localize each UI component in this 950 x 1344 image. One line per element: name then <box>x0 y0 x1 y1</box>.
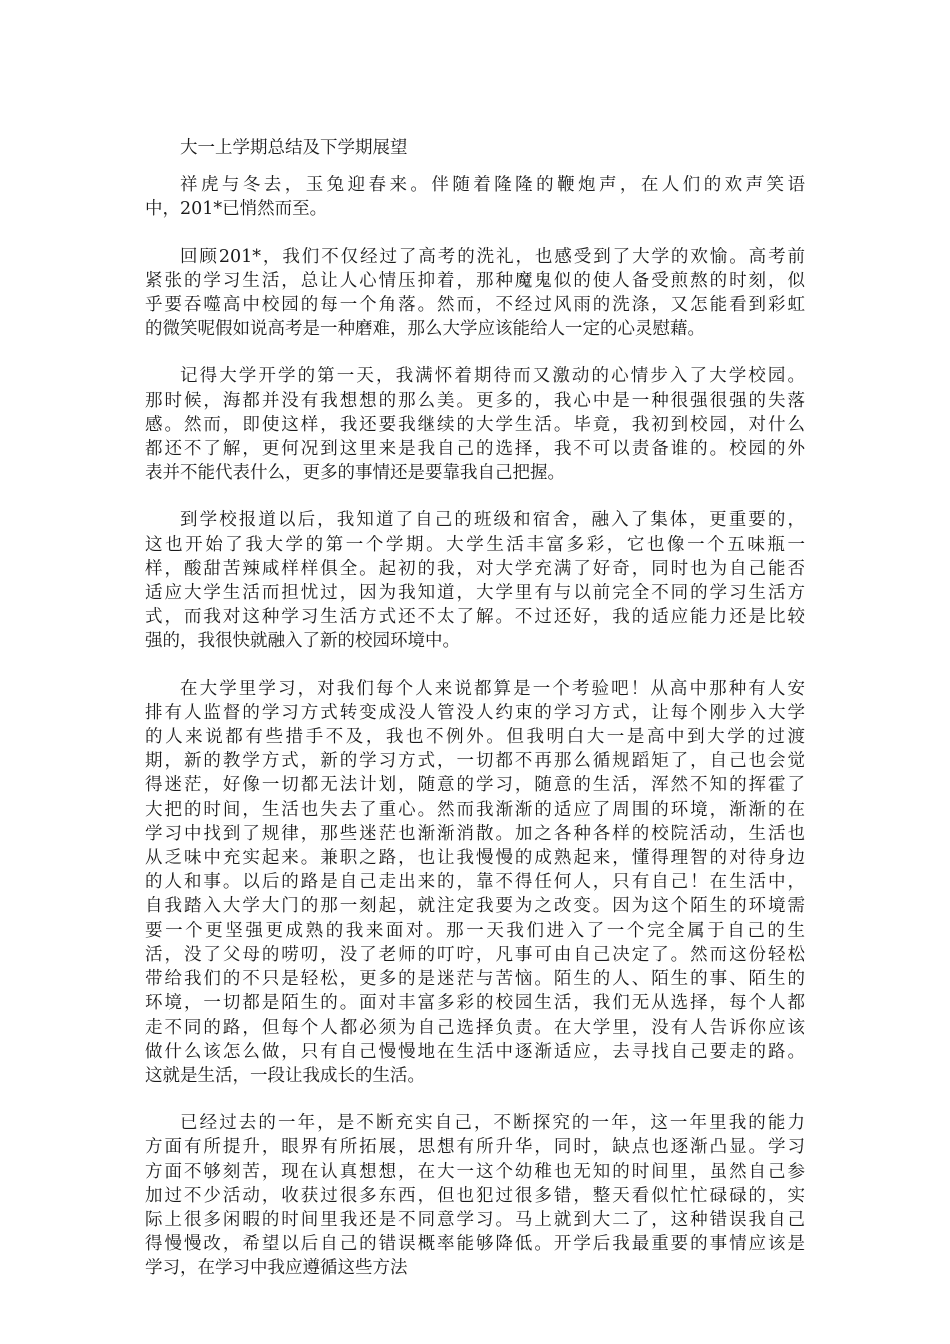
paragraph-line: 紧张的学习生活，总让人心情压抑着，那种魔鬼似的使人备受煎熬的时刻，似 <box>145 270 805 291</box>
paragraph-line: 都还不了解，更何况到这里来是我自己的选择，我不可以责备谁的。校园的外 <box>145 439 805 460</box>
paragraph-line: 从乏味中充实起来。兼职之路，也让我慢慢的成熟起来，懂得理智的对待身边 <box>145 848 805 869</box>
paragraph-line: 自我踏入大学大门的那一刻起，就注定我要为之改变。因为这个陌生的环境需 <box>145 896 805 917</box>
paragraph-line: 的人和事。以后的路是自己走出来的，靠不得任何人，只有自己！在生活中， <box>145 872 805 893</box>
paragraph <box>145 364 805 485</box>
paragraph-line: 要一个更坚强更成熟的我来面对。那一天我们进入了一个完全属于自己的生 <box>145 920 805 941</box>
paragraph-line: 得慢慢改，希望以后自己的错误概率能够降低。开学后我最重要的事情应该是 <box>145 1234 805 1255</box>
paragraph-line: 排有人监督的学习方式转变成没人管没人约束的学习方式，让每个刚步入大学 <box>145 702 805 723</box>
paragraph-line: 中，201*已悄然而至。 <box>145 199 328 220</box>
paragraph-line: 际上很多闲暇的时间里我还是不同意学习。马上就到大二了，这种错误我自己 <box>145 1209 805 1230</box>
paragraph-line: 已经过去的一年，是不断充实自己，不断探究的一年，这一年里我的能力 <box>180 1113 805 1134</box>
paragraph-line: 这就是生活，一段让我成长的生活。 <box>145 1065 425 1086</box>
paragraph-line: 加过不少活动，收获过很多东西，但也犯过很多错，整天看似忙忙碌碌的，实 <box>145 1185 805 1206</box>
paragraph-line: 学习，在学习中我应遵循这些方法 <box>145 1258 408 1279</box>
paragraph-line: 的人来说都有些措手不及，我也不例外。但我明白大一是高中到大学的过渡 <box>145 727 805 748</box>
paragraph-line: 感。然而，即使这样，我还要我继续的大学生活。毕竟，我初到校园，对什么 <box>145 414 805 435</box>
paragraph-line: 方面有所提升，眼界有所拓展，思想有所升华，同时，缺点也逐渐凸显。学习 <box>145 1137 805 1158</box>
paragraph-line: 环境，一切都是陌生的。面对丰富多彩的校园生活，我们无从选择，每个人都 <box>145 993 805 1014</box>
paragraph-line: 方面不够刻苦，现在认真想想，在大一这个幼稚也无知的时间里，虽然自己参 <box>145 1161 805 1182</box>
paragraph-line: 走不同的路，但每个人都必须为自己选择负责。在大学里，没有人告诉你应该 <box>145 1017 805 1038</box>
paragraph-line: 的微笑呢假如说高考是一种磨难，那么大学应该能给人一定的心灵慰藉。 <box>145 319 705 340</box>
paragraph-line: 这也开始了我大学的第一个学期。大学生活丰富多彩，它也像一个五味瓶一 <box>145 534 805 555</box>
paragraph-line: 学习中找到了规律，那些迷茫也渐渐消散。加之各种各样的校院活动，生活也 <box>145 823 805 844</box>
paragraph-line: 记得大学开学的第一天，我满怀着期待而又激动的心情步入了大学校园。 <box>180 366 805 387</box>
paragraph-line: 祥虎与冬去，玉兔迎春来。伴随着隆隆的鞭炮声，在人们的欢声笑语 <box>180 175 805 196</box>
paragraph <box>145 1111 805 1280</box>
document-title: 大一上学期总结及下学期展望 <box>180 138 408 158</box>
paragraph-line: 强的，我很快就融入了新的校园环境中。 <box>145 631 460 652</box>
paragraph-line: 做什么该怎么做，只有自己慢慢地在生活中逐渐适应，去寻找自己要走的路。 <box>145 1041 805 1062</box>
paragraph-line: 带给我们的不只是轻松，更多的是迷茫与苦恼。陌生的人、陌生的事、陌生的 <box>145 969 805 990</box>
paragraph-line: 大把的时间，生活也失去了重心。然而我渐渐的适应了周围的环境，渐渐的在 <box>145 799 805 820</box>
paragraph-line: 在大学里学习，对我们每个人来说都算是一个考验吧！从高中那种有人安 <box>180 678 805 699</box>
paragraph-line: 适应大学生活而担忧过，因为我知道，大学里有与以前完全不同的学习生活方 <box>145 583 805 604</box>
paragraph-line: 乎要吞噬高中校园的每一个角落。然而，不经过风雨的洗涤，又怎能看到彩虹 <box>145 295 805 316</box>
paragraph-line: 式，而我对这种学习生活方式还不太了解。不过还好，我的适应能力还是比较 <box>145 607 805 628</box>
paragraph-line: 到学校报道以后，我知道了自己的班级和宿舍，融入了集体，更重要的， <box>180 510 805 531</box>
paragraph <box>145 508 805 653</box>
paragraph-line: 期，新的教学方式，新的学习方式，一切都不再那么循规蹈矩了，自己也会觉 <box>145 751 805 772</box>
paragraph-line: 表并不能代表什么，更多的事情还是要靠我自己把握。 <box>145 463 565 484</box>
paragraph-line: 回顾201*，我们不仅经过了高考的洗礼，也感受到了大学的欢愉。高考前 <box>180 246 805 267</box>
paragraph <box>145 677 805 1088</box>
paragraph-line: 得迷茫，好像一切都无法计划，随意的学习，随意的生活，浑然不知的挥霍了 <box>145 775 805 796</box>
paragraph-line: 样，酸甜苦辣咸样样俱全。起初的我，对大学充满了好奇，同时也为自己能否 <box>145 558 805 579</box>
document-body <box>145 136 805 1304</box>
paragraph <box>145 173 805 221</box>
paragraph-line: 活，没了父母的唠叨，没了老师的叮咛，凡事可由自己决定了。然而这份轻松 <box>145 944 805 965</box>
paragraph-line: 那时候，海都并没有我想想的那么美。更多的，我心中是一种很强很强的失落 <box>145 390 805 411</box>
paragraph <box>145 245 805 342</box>
paragraph-list <box>145 173 805 1280</box>
